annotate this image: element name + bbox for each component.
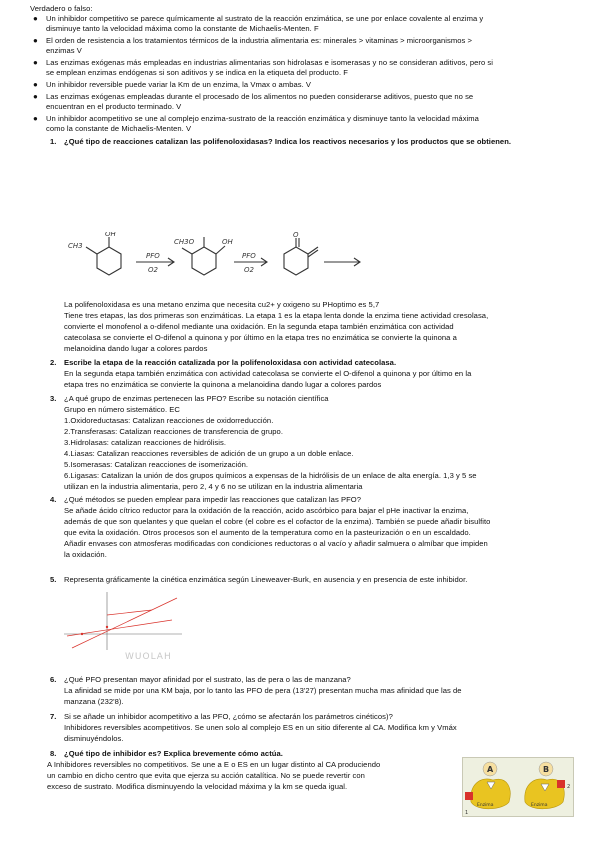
bullet-2-line-2: enzimas V [46,46,82,55]
q4-answer-line-4: Añadir envases con atmosferas modificadas con condiciones reductoras o al vacío y añadir salmuera o almíbar que impiden [64,539,488,548]
bullet-3-line-2: se emplean enzimas endógenas si son aditivos y se indica en la etiqueta del producto. F [46,68,348,77]
q8-answer-line-3: exceso de sustrato. Modifica disminuyendo la velocidad máxima y la km se queda igual. [47,782,348,791]
q7-answer-line-2: disminuyéndolos. [64,734,124,743]
q1-answer-line-1: La polifenoloxidasa es una metano enzima que necesita cu2+ y oxigeno su PHoptimo es 5,7 [64,300,380,309]
q3-answer-line-5: 4.Liasas: Catalizan reacciones reversibles de adición de un grupo a un doble enlace. [64,449,354,458]
bullet-6-line-2: como la constante de Michaelis-Menten. V [46,124,192,133]
bullet-icon: ● [33,92,38,101]
intercept-point [106,626,108,628]
q6-answer-line-2: manzana (232'8). [64,697,124,706]
enzyme-label-a: Enzima [477,803,494,808]
q4-answer-line-1: Se añade ácido cítrico reductor para la oxidación de la reacción, acido ascórbico para bajar el pHe inactivar la enzima, [64,506,469,515]
q7-question: Si se añade un inhibidor acompetitivo a las PFO, ¿cómo se afectarán los parámetros cinéticos)? [64,712,393,721]
q4-number: 4. [50,495,57,504]
q8-question: ¿Qué tipo de inhibidor es? Explica brevemente cómo actúa. [64,749,283,758]
label-ch3o: CH3O [174,238,195,246]
q1-answer-line-4: catecolasa se convierte el O-difenol a quinona y por último en la etapa tres no enzimática se convierte la quinona a [64,333,457,342]
label-oh-1: OH [105,232,116,238]
label-oh-2: OH [222,238,233,246]
bullet-5-line-2: encuentran en el producto terminado. V [46,102,182,111]
q3-answer-line-2: 1.Oxidoreductasas: Catalizan reacciones de oxidorreducción. [64,416,274,425]
q1-number: 1. [50,137,57,146]
benzene-ring-2 [192,247,216,275]
label-pfo-1: PFO [146,252,160,260]
figure-number-2: 2 [567,784,571,790]
q7-answer-line-1: Inhibidores reversibles acompetitivos. Se unen solo al complejo ES en un sitio diferente al CA. Modifica km y Vmáx [64,723,457,732]
lineweaver-burk-sketch [62,590,187,655]
label-o2-2: O2 [244,266,254,274]
inhibitor-icon [465,792,473,800]
q3-question: ¿A qué grupo de enzimas pertenecen las PFO? Escribe su notación científica [64,394,329,403]
enzyme-label-b: Enzima [531,803,548,808]
label-pfo-2: PFO [242,252,256,260]
q6-answer-line-1: La afinidad se mide por una KM baja, por lo tanto las PFO de pera (13'27) presentan mucha mas afinidad que las de [64,686,462,695]
bullet-3-line-1: Las enzimas exógenas más empleadas en industrias alimentarias son hidrolasas e isomerasas y no se consideran aditivos, pero si [46,58,493,67]
q8-number: 8. [50,749,57,758]
q6-question: ¿Qué PFO presentan mayor afinidad por el sustrato, las de pera o las de manzana? [64,675,351,684]
bullet-icon: ● [33,14,38,23]
q8-answer-line-1: A Inhibidores reversibles no competitivos. Se une a E o ES en un lugar distinto al CA produciendo [47,760,381,769]
line-inhibited [72,598,177,648]
intercept-point [81,633,83,635]
q3-number: 3. [50,394,57,403]
q1-answer-line-5: melanoidina dando lugar a colores pardos [64,344,208,353]
q2-question: Escribe la etapa de la reacción catalizada por la polifenoloxidasa con actividad catecolasa. [64,358,397,367]
inhibitor-icon [557,780,565,788]
bullet-5-line-1: Las enzimas exógenas empleadas durante el procesado de los alimentos no pueden considerarse aditivos, puesto que no se [46,92,474,101]
q2-answer-line-1: En la segunda etapa también enzimática con actividad catecolasa se convierte el O-difenol a quinona y por último en la [64,369,472,378]
bullet-icon: ● [33,58,38,67]
benzene-ring-3 [284,247,308,275]
handwritten-reaction-sketch [62,232,407,294]
q3-answer-line-1: Grupo en número sistemático. EC [64,405,180,414]
bullet-6-line-1: Un inhibidor acompetitivo se une al complejo enzima-sustrato de la reacción enzimática y disminuye tanto la velocidad máxima [46,114,479,123]
q3-answer-line-8: utilizan en la industria alimentaria, pero 2, 4 y 6 no se utilizan en la industria alimentaria [64,482,363,491]
bullet-icon: ● [33,80,38,89]
q4-answer-line-5: la oxidación. [64,550,107,559]
q2-answer-line-2: etapa tres no enzimática se convierte la quinona a melanoidina dando lugar a colores pardos [64,380,382,389]
label-o: O [293,232,299,239]
q4-answer-line-2: además de que son quelantes y que quelan el cobre (el cobre es el cofactor de la enzima). También se puede añadir bisulfito [64,517,491,526]
q2-number: 2. [50,358,57,367]
noncompetitive-inhibition-figure [462,757,574,817]
q3-answer-line-3: 2.Transferasas: Catalizan reacciones de transferencia de grupo. [64,427,283,436]
label-ch3: CH3 [68,242,83,250]
figure-number-1: 1 [465,810,469,816]
q7-number: 7. [50,712,57,721]
bullet-1-line-1: Un inhibidor competitivo se parece químicamente al sustrato de la reacción enzimática, se une por enlace covalente al enzima y [46,14,484,23]
q6-number: 6. [50,675,57,684]
bullet-1-line-2: disminuye tanto la velocidad máxima como la constante de Michaelis-Menten. F [46,24,319,33]
q4-answer-line-3: que evita la oxidación. Otros procesos son el aumento de la temperatura como en la pasteurización o en un escaldado. [64,528,471,537]
panel-a-label: A [487,765,494,774]
q1-answer-line-2: Tiene tres etapas, las dos primeras son enzimáticas. La etapa 1 es la etapa lenta donde la enzima tiene actividad cresolasa, [64,311,489,320]
q3-answer-line-6: 5.Isomerasas: Catalizan reacciones de isomerización. [64,460,249,469]
bullet-icon: ● [33,114,38,123]
q3-answer-line-7: 6.Ligasas: Catalizan la unión de dos grupos químicos a expensas de la hidrólisis de un enlace de alta energía. 1,3 y 5 se [64,471,477,480]
q1-question: ¿Qué tipo de reacciones catalizan las polifenoloxidasas? Indica los reactivos necesarios y los productos que se obtienen. [64,137,512,146]
watermark: WUOLAH [125,652,172,662]
bullet-2-line-1: El orden de resistencia a los tratamientos térmicos de la industria alimentaria es: minerales > vitaminas > microorganismos > [46,36,472,45]
q3-answer-line-4: 3.Hidrolasas: catalizan reacciones de hidrólisis. [64,438,226,447]
bullet-4-line-1: Un inhibidor reversible puede variar la Km de un enzima, la Vmax o ambas. V [46,80,312,89]
q4-question: ¿Qué métodos se pueden emplear para impedir las reacciones que catalizan las PFO? [64,495,361,504]
panel-b-label: B [543,765,550,774]
q1-answer-line-3: convierte el monofenol a o-difenol mediante una oxidación. En la segunda etapa también enzimática con actividad [64,322,454,331]
q8-answer-line-2: un cambio en dicho centro que evita que ejerza su acción catalítica. No se puede revertir con [47,771,365,780]
q5-question: Representa gráficamente la cinética enzimática según Lineweaver-Burk, en ausencia y en presencia de este inhibidor. [64,575,468,584]
benzene-ring-1 [97,247,121,275]
label-o2-1: O2 [148,266,158,274]
page-title: Verdadero o falso: [30,4,93,13]
q5-number: 5. [50,575,57,584]
bullet-icon: ● [33,36,38,45]
